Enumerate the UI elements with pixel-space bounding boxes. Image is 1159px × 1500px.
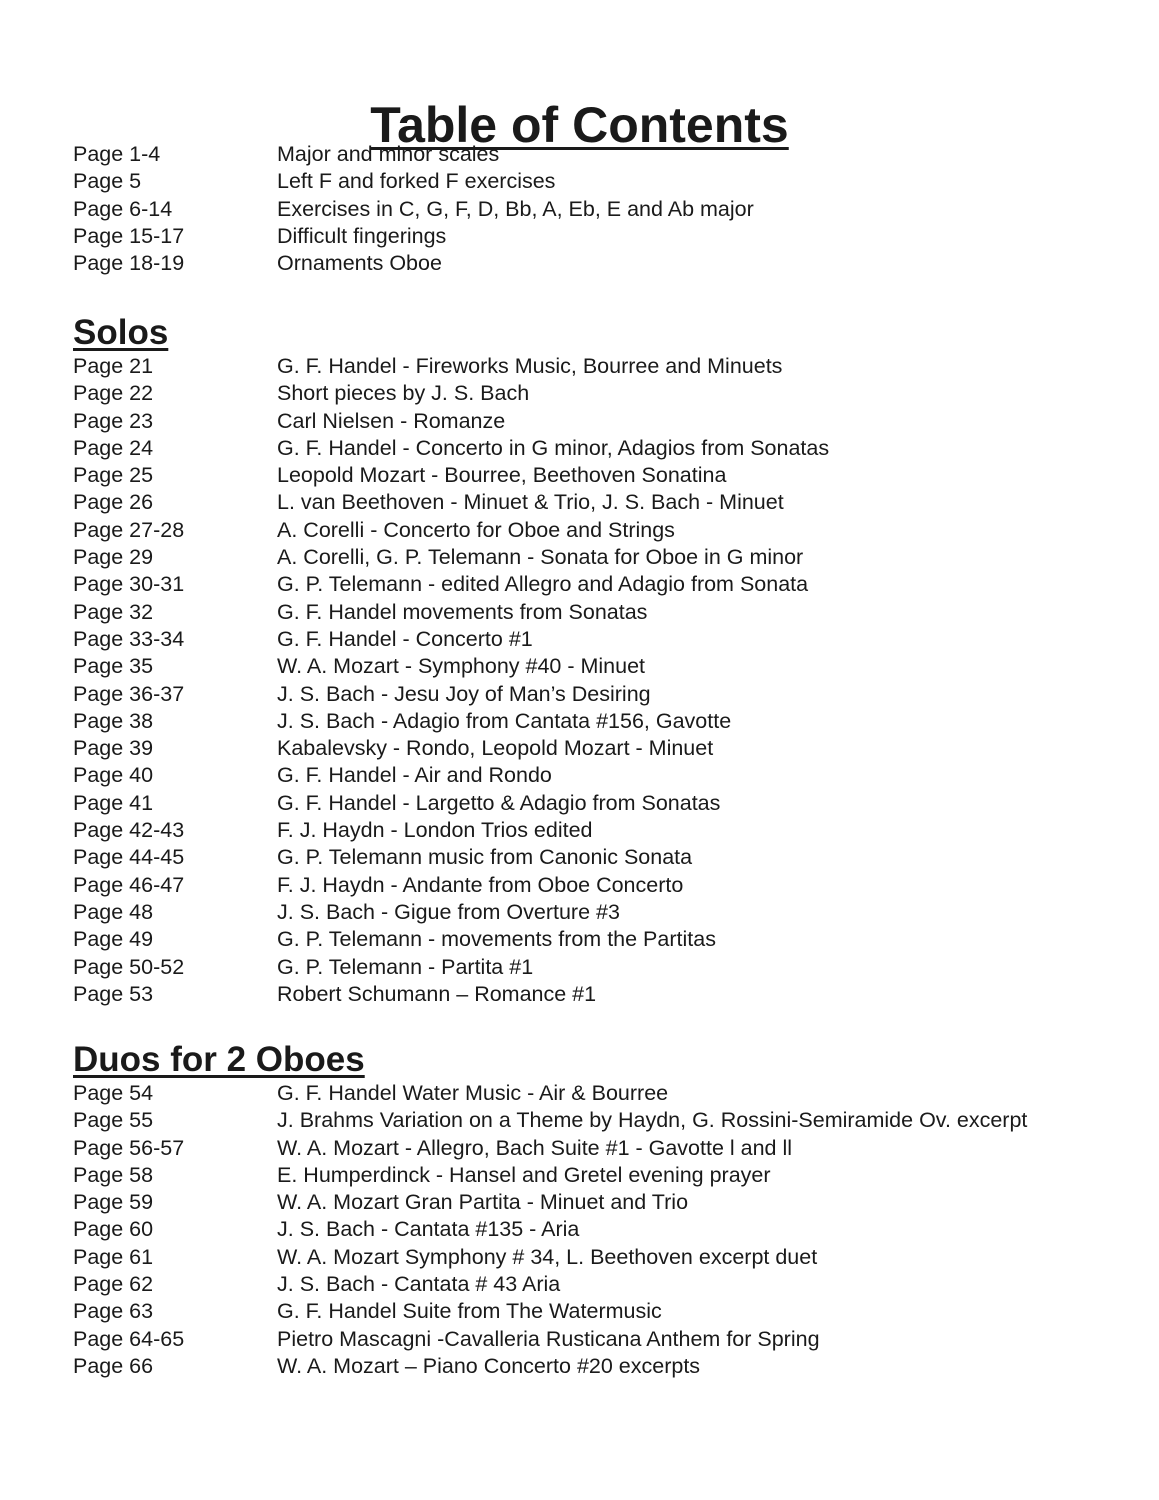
toc-page-number: Page 64-65: [73, 1326, 185, 1351]
toc-entry: [73, 735, 1133, 762]
toc-entry: [73, 1216, 1133, 1243]
toc-page-number: Page 29: [73, 545, 154, 570]
toc-entry-title: E. Humperdinck - Hansel and Gretel evening prayer: [277, 1162, 771, 1187]
toc-entry-title: W. A. Mozart – Piano Concerto #20 excerpts: [277, 1353, 701, 1378]
toc-page-number: Page 25: [73, 463, 154, 488]
toc-entry: [73, 1162, 1133, 1189]
toc-entry: [73, 517, 1133, 544]
toc-entry-title: G. P. Telemann - movements from the Partitas: [277, 927, 716, 952]
toc-entry: [73, 844, 1133, 871]
toc-entry: [73, 899, 1133, 926]
toc-page-number: Page 15-17: [73, 223, 185, 248]
toc-entry-title: W. A. Mozart - Symphony #40 - Minuet: [277, 654, 646, 679]
toc-entry-title: A. Corelli, G. P. Telemann - Sonata for Oboe in G minor: [277, 545, 804, 570]
toc-entry: [73, 196, 1133, 223]
toc-page-number: Page 59: [73, 1190, 154, 1215]
toc-page-number: Page 41: [73, 790, 154, 815]
toc-entry: [73, 926, 1133, 953]
toc-entry-title: J. S. Bach - Cantata #135 - Aria: [277, 1217, 580, 1242]
toc-entry-title: A. Corelli - Concerto for Oboe and Strings: [277, 517, 675, 542]
toc-entry: [73, 681, 1133, 708]
toc-entry-title: L. van Beethoven - Minuet & Trio, J. S. Bach - Minuet: [277, 490, 784, 515]
toc-entry-title: Pietro Mascagni -Cavalleria Rusticana Anthem for Spring: [277, 1326, 820, 1351]
toc-page-number: Page 62: [73, 1272, 154, 1297]
section-heading-duos: Duos for 2 Oboes: [73, 1040, 365, 1079]
toc-page-number: Page 44-45: [73, 845, 185, 870]
toc-entry: [73, 981, 1133, 1008]
toc-entry: [73, 954, 1133, 981]
toc-page-number: Page 46-47: [73, 872, 185, 897]
toc-entry-title: Major and minor scales: [277, 142, 500, 166]
toc-page-number: Page 23: [73, 408, 154, 433]
toc-entry-title: G. F. Handel Water Music - Air & Bourree: [277, 1081, 669, 1105]
toc-page-number: Page 33-34: [73, 626, 185, 651]
section-intro: [73, 141, 1133, 277]
toc-page-number: Page 26: [73, 490, 154, 515]
toc-entry: [73, 708, 1133, 735]
toc-page-number: Page 56-57: [73, 1135, 185, 1160]
toc-entry-title: Left F and forked F exercises: [277, 169, 556, 194]
toc-page-number: Page 32: [73, 599, 154, 624]
entry-list: [73, 353, 1133, 1008]
section-duos: [73, 1040, 1133, 1380]
toc-entry: [73, 353, 1133, 380]
toc-entry-title: G. F. Handel movements from Sonatas: [277, 599, 648, 624]
toc-entry: [73, 872, 1133, 899]
toc-entry: [73, 380, 1133, 407]
toc-entry-title: Short pieces by J. S. Bach: [277, 381, 530, 406]
toc-entry-title: W. A. Mozart - Allegro, Bach Suite #1 - Gavotte l and ll: [277, 1135, 793, 1160]
toc-entry-title: G. F. Handel - Largetto & Adagio from Sonatas: [277, 790, 721, 815]
toc-page-number: Page 35: [73, 654, 154, 679]
toc-entry: [73, 168, 1133, 195]
toc-page-number: Page 66: [73, 1353, 154, 1378]
toc-entry-title: Exercises in C, G, F, D, Bb, A, Eb, E and Ab major: [277, 196, 754, 221]
toc-entry: [73, 1244, 1133, 1271]
toc-entry-title: G. F. Handel Suite from The Watermusic: [277, 1299, 662, 1324]
toc-page-number: Page 49: [73, 927, 154, 952]
toc-entry: [73, 817, 1133, 844]
toc-entry-title: G. F. Handel - Fireworks Music, Bourree and Minuets: [277, 354, 783, 378]
toc-entry-title: G. P. Telemann - Partita #1: [277, 954, 534, 979]
toc-entry: [73, 571, 1133, 598]
toc-page-number: Page 53: [73, 981, 154, 1006]
toc-entry: [73, 1135, 1133, 1162]
toc-entry: [73, 1353, 1133, 1380]
toc-entry: [73, 141, 1133, 168]
toc-entry: [73, 1189, 1133, 1216]
toc-entry: [73, 544, 1133, 571]
toc-entry-title: G. F. Handel - Concerto #1: [277, 626, 533, 651]
toc-entry-title: G. F. Handel - Concerto in G minor, Adagios from Sonatas: [277, 435, 830, 460]
toc-page-number: Page 58: [73, 1162, 154, 1187]
toc-page-number: Page 55: [73, 1108, 154, 1133]
toc-page-number: Page 48: [73, 899, 154, 924]
entry-list: [73, 1080, 1133, 1380]
toc-entry-title: J. Brahms Variation on a Theme by Haydn, G. Rossini-Semiramide Ov. excerpt: [277, 1108, 1028, 1133]
toc-entry: [73, 408, 1133, 435]
toc-page-number: Page 40: [73, 763, 154, 788]
toc-entry-title: Kabalevsky - Rondo, Leopold Mozart - Minuet: [277, 736, 714, 761]
toc-page-number: Page 36-37: [73, 681, 185, 706]
toc-page-number: Page 30-31: [73, 572, 185, 597]
toc-entry: [73, 223, 1133, 250]
toc-entry: [73, 762, 1133, 789]
toc-entry: [73, 489, 1133, 516]
toc-entry-title: J. S. Bach - Jesu Joy of Man’s Desiring: [277, 681, 651, 706]
toc-entry: [73, 599, 1133, 626]
toc-page-number: Page 39: [73, 736, 154, 761]
section-solos: [73, 313, 1133, 1008]
toc-entry-title: F. J. Haydn - Andante from Oboe Concerto: [277, 872, 684, 897]
entry-list: [73, 141, 1133, 277]
toc-entry-title: Robert Schumann – Romance #1: [277, 981, 597, 1006]
toc-entry-title: G. P. Telemann music from Canonic Sonata: [277, 845, 693, 870]
toc-entry: [73, 1107, 1133, 1134]
toc-entry: [73, 250, 1133, 277]
toc-page-number: Page 60: [73, 1217, 154, 1242]
page-title: Table of Contents: [370, 96, 789, 153]
toc-page-number: Page 42-43: [73, 818, 185, 843]
toc-entry: [73, 790, 1133, 817]
toc-page-number: Page 61: [73, 1244, 154, 1269]
toc-page-number: Page 38: [73, 708, 154, 733]
toc-page-number: Page 22: [73, 381, 154, 406]
toc-page-number: Page 21: [73, 354, 154, 378]
toc-entry-title: G. P. Telemann - edited Allegro and Adagio from Sonata: [277, 572, 809, 597]
toc-entry: [73, 1271, 1133, 1298]
toc-entry-title: W. A. Mozart Symphony # 34, L. Beethoven excerpt duet: [277, 1244, 818, 1269]
toc-entry: [73, 1326, 1133, 1353]
toc-entry: [73, 462, 1133, 489]
section-heading-solos: Solos: [73, 313, 169, 352]
toc-page-number: Page 18-19: [73, 251, 185, 276]
toc-page-number: Page 5: [73, 169, 142, 194]
toc-page-number: Page 27-28: [73, 517, 185, 542]
toc-entry-title: Ornaments Oboe: [277, 251, 442, 276]
toc-entry: [73, 1298, 1133, 1325]
toc-page-number: Page 50-52: [73, 954, 185, 979]
toc-entry-title: J. S. Bach - Gigue from Overture #3: [277, 899, 620, 924]
toc-page-number: Page 63: [73, 1299, 154, 1324]
toc-entry-title: J. S. Bach - Adagio from Cantata #156, Gavotte: [277, 708, 732, 733]
toc-entry-title: Difficult fingerings: [277, 223, 447, 248]
toc-entry-title: F. J. Haydn - London Trios edited: [277, 818, 593, 843]
toc-page-number: Page 54: [73, 1081, 154, 1105]
toc-entry-title: Leopold Mozart - Bourree, Beethoven Sonatina: [277, 463, 727, 488]
toc-page-number: Page 1-4: [73, 142, 161, 166]
toc-entry-title: W. A. Mozart Gran Partita - Minuet and Trio: [277, 1190, 689, 1215]
toc-page-number: Page 6-14: [73, 196, 173, 221]
toc-entry-title: J. S. Bach - Cantata # 43 Aria: [277, 1272, 561, 1297]
toc-entry: [73, 626, 1133, 653]
toc-entry: [73, 1080, 1133, 1107]
toc-entry-title: Carl Nielsen - Romanze: [277, 408, 506, 433]
toc-entry-title: G. F. Handel - Air and Rondo: [277, 763, 552, 788]
toc-entry: [73, 653, 1133, 680]
toc-page-number: Page 24: [73, 435, 154, 460]
toc-entry: [73, 435, 1133, 462]
